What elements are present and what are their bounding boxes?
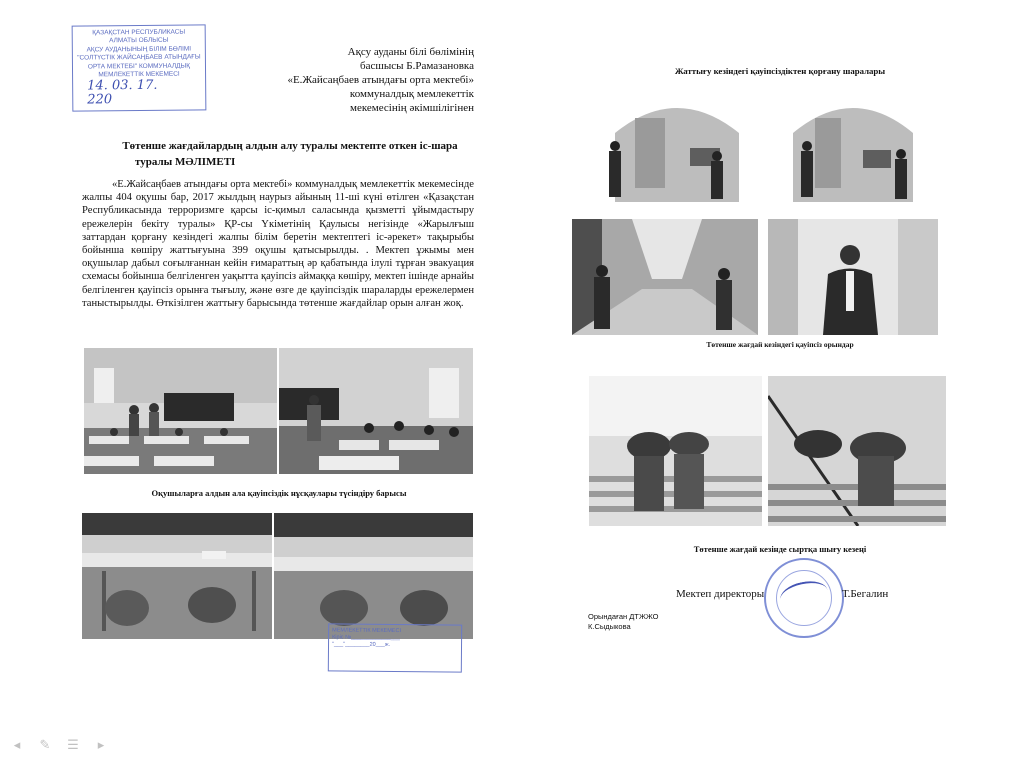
signature-mark [778, 577, 830, 612]
menu-icon[interactable]: ☰ [67, 737, 79, 753]
arch-photo-1 [595, 98, 759, 202]
addressee-block [268, 45, 474, 115]
addressee-line: коммуналдық мемлекеттік [349, 88, 474, 100]
pen-icon[interactable]: ✎ [39, 737, 51, 753]
stamp-line: ОРТА МЕКТЕБІ" КОММУНАЛДЫҚ [87, 62, 191, 71]
executor-block [588, 612, 658, 632]
addressee-line: «Е.Жайсаңбаев атындағы орта мектебі» [287, 74, 474, 86]
addressee-line: мекемесінің әкімшілігінен [350, 102, 474, 114]
executor-line: Орындаған ДТЖЖО [588, 612, 659, 621]
title-line-2: туралы МӘЛІМЕТІ [135, 156, 236, 168]
stairs-photo-1 [589, 376, 762, 526]
stamp-line: "СОЛТҮСТІК ЖАЙСАҢБАЕВ АТЫНДАҒЫ [77, 53, 201, 62]
received-stamp-line: Кіріс №________________ [332, 634, 400, 642]
classroom-photo-2 [279, 348, 473, 474]
registration-stamp [72, 24, 207, 111]
received-stamp-line: МЕМЛЕКЕТТІК МЕКЕМЕСІ [332, 627, 402, 635]
stamp-line: МЕМЛЕКЕТТІК МЕКЕМЕСІ [98, 70, 180, 79]
slideshow-toolbar [8, 738, 110, 752]
stamp-number: 220 [87, 92, 113, 108]
received-stamp-line: "___"________20___ж. [332, 641, 391, 648]
stamp-line: АҚСУ АУДАНЫНЫҢ БІЛІМ БӨЛІМІ [86, 45, 192, 54]
caption-briefing: Оқушыларға алдын ала қауіпсіздік нұсқаулары түсіндіру барысы [151, 488, 407, 498]
arrow-right-icon[interactable]: ▸ [97, 737, 105, 753]
classroom-photo-1 [84, 348, 277, 474]
school-seal [764, 558, 844, 638]
arrow-left-icon[interactable]: ◂ [13, 737, 21, 753]
safe-place-photo [768, 219, 938, 335]
under-desk-photo-1 [82, 513, 272, 639]
document-title [100, 138, 480, 170]
arch-photo-2 [793, 98, 938, 202]
caption-safe-places: Төтенше жағдай кезіндегі қауіпсіз орындар [706, 340, 854, 349]
stamp-line: ҚАЗАҚСТАН РЕСПУБЛИКАСЫ [92, 28, 186, 37]
corridor-photo [572, 219, 758, 335]
body-paragraph: «Е.Жайсаңбаев атындағы орта мектебі» коммуналдық мемлекеттік мекемесінде жалпы 404 оқушы бар, 2017 жылдың наурыз айының 11-ші күні өтілген «Қазақстан Республикасында терроризмге қарсы іс-қимыл саласында қызметті ұйымдастыру ережелерін бекіту туралы» ҚР-сы Үкіметінің Қаулысы негізінде «Жарылғыш заттардан қорғану кезіндегі жалпы білім беретін мектептегі іс-әрекет» тақырыбы бойынша көшіру жаттығуына 399 оқушы қатысырылды. . Мектеп ұжымы мен оқушылар дабыл соғылғаннан кейін ғимараттың әр қабатында ілулі тұрған эвакуация схемасы бойынша белгіленген уақытта қауіпсіз аймаққа көшіру, мектеп ішінде арнайы белгіленген қауіпсіз орынға тығылу, және өзге де қауіпсіздік шараларды ережелермен таныстырылды. Өткізілген жаттығу барысында төтенше жағдайлар орын алған жоқ. [82, 179, 474, 309]
received-stamp [328, 623, 462, 672]
title-line-1: Төтенше жағдайлардың алдын алу туралы мектепте откен іс-шара [122, 140, 458, 152]
caption-drill-header: Жаттығу кезіндегі қауіпсіздіктен қорғану шаралары [674, 66, 886, 76]
caption-evacuation: Төтенше жағдай кезінде сыртқа шығу кезеңі [693, 544, 867, 554]
stamp-line: АЛМАТЫ ОБЛЫСЫ [109, 37, 169, 45]
stairs-photo-2 [768, 376, 946, 526]
stamp-date: 14. 03. 17. [87, 78, 158, 94]
under-desk-photo-2 [274, 513, 473, 639]
addressee-line: басшысы Б.Рамазановка [360, 60, 474, 72]
executor-line: К.Сыдыкова [588, 622, 631, 631]
addressee-line: Ақсу ауданы білі бөлімінің [347, 46, 474, 58]
director-label: Мектеп директоры [676, 588, 765, 600]
director-name: Т.Бегалин [842, 588, 889, 600]
